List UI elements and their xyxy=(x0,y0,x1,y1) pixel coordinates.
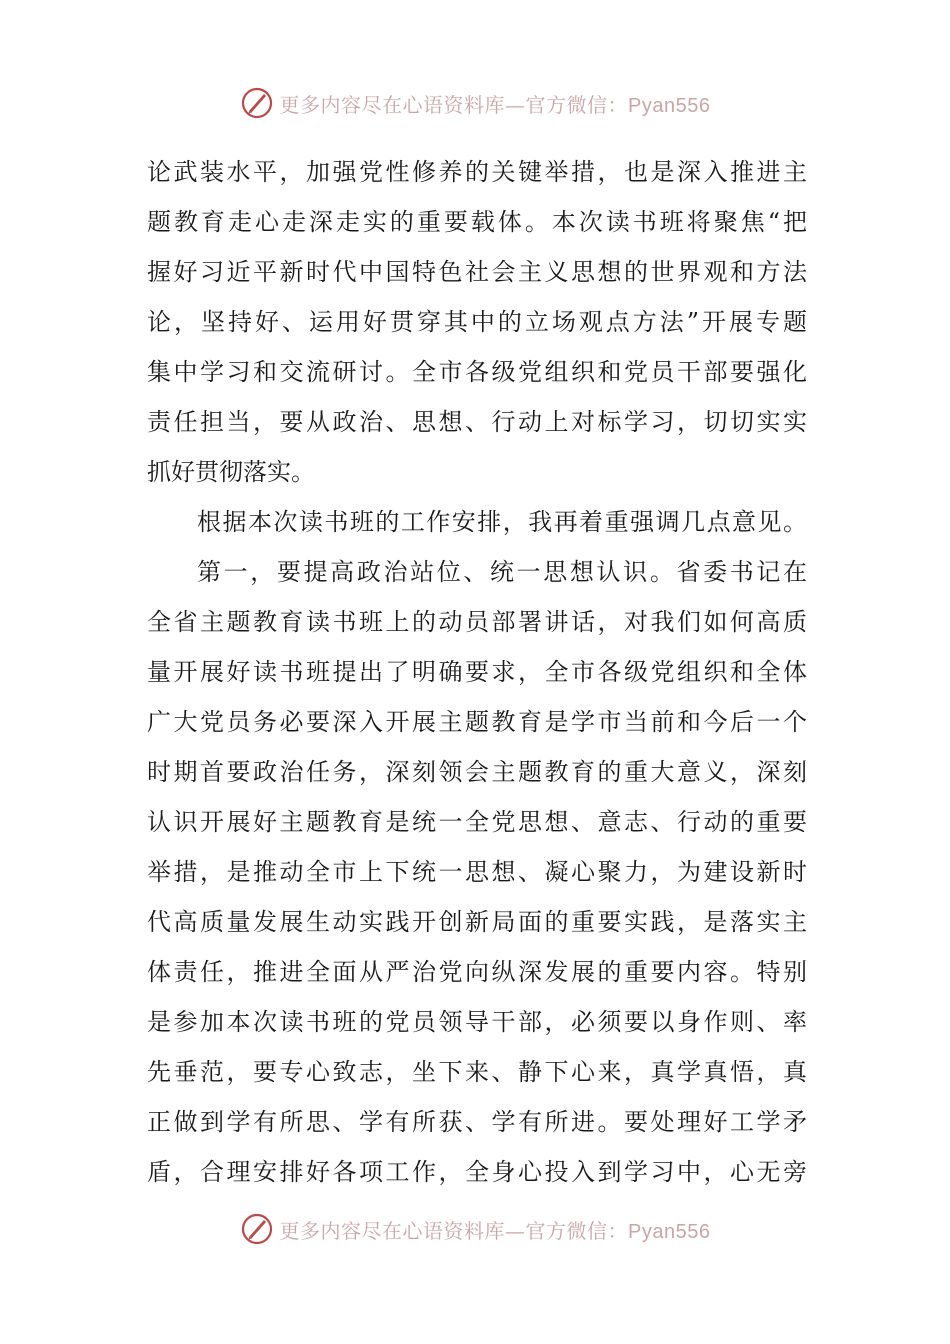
quill-logo-icon xyxy=(240,86,274,120)
text-line: 全省主题教育读书班上的动员部署讲话，对我们如何高质 xyxy=(147,608,807,636)
text-line: 抓好贯彻落实。 xyxy=(147,458,315,486)
header-wechat-id: Pyan556 xyxy=(628,94,711,117)
text-line: 根据本次读书班的工作安排，我再着重强调几点意见。 xyxy=(197,508,807,536)
text-line: 责任担当，要从政治、思想、行动上对标学习，切切实实 xyxy=(147,408,807,436)
text-line: 举措，是推动全市上下统一思想、凝心聚力，为建设新时 xyxy=(147,858,807,886)
text-line: 是参加本次读书班的党员领导干部，必须要以身作则、率 xyxy=(147,1008,807,1036)
document-body xyxy=(147,147,807,1197)
footer-banner xyxy=(0,1209,950,1249)
text-line: 正做到学有所思、学有所获、学有所进。要处理好工学矛 xyxy=(147,1108,807,1136)
text-line: 论，坚持好、运用好贯穿其中的立场观点方法”开展专题 xyxy=(147,308,807,336)
text-line: 盾，合理安排好各项工作，全身心投入到学习中，心无旁 xyxy=(147,1158,807,1186)
text-line: 时期首要政治任务，深刻领会主题教育的重大意义，深刻 xyxy=(147,758,807,786)
text-line: 代高质量发展生动实践开创新局面的重要实践，是落实主 xyxy=(147,908,807,936)
text-line: 题教育走心走深走实的重要载体。本次读书班将聚焦“把 xyxy=(147,208,807,236)
header-banner xyxy=(0,83,950,123)
text-line: 第一，要提高政治站位、统一思想认识。省委书记在 xyxy=(197,558,807,586)
text-line: 认识开展好主题教育是统一全党思想、意志、行动的重要 xyxy=(147,808,807,836)
text-line: 体责任，推进全面从严治党向纵深发展的重要内容。特别 xyxy=(147,958,807,986)
header-banner-text: 更多内容尽在心语资料库—官方微信：Pyan556 xyxy=(279,92,711,117)
footer-banner-text: 更多内容尽在心语资料库—官方微信：Pyan556 xyxy=(279,1218,711,1243)
text-line: 量开展好读书班提出了明确要求，全市各级党组织和全体 xyxy=(147,658,807,686)
text-line: 握好习近平新时代中国特色社会主义思想的世界观和方法 xyxy=(147,258,807,286)
quill-logo-icon xyxy=(240,1212,274,1246)
text-line: 论武装水平，加强党性修养的关键举措，也是深入推进主 xyxy=(147,158,807,186)
text-line: 先垂范，要专心致志，坐下来、静下心来，真学真悟，真 xyxy=(147,1058,807,1086)
footer-wechat-id: Pyan556 xyxy=(628,1220,711,1243)
text-line: 广大党员务必要深入开展主题教育是学市当前和今后一个 xyxy=(147,708,807,736)
text-line: 集中学习和交流研讨。全市各级党组织和党员干部要强化 xyxy=(147,358,807,386)
